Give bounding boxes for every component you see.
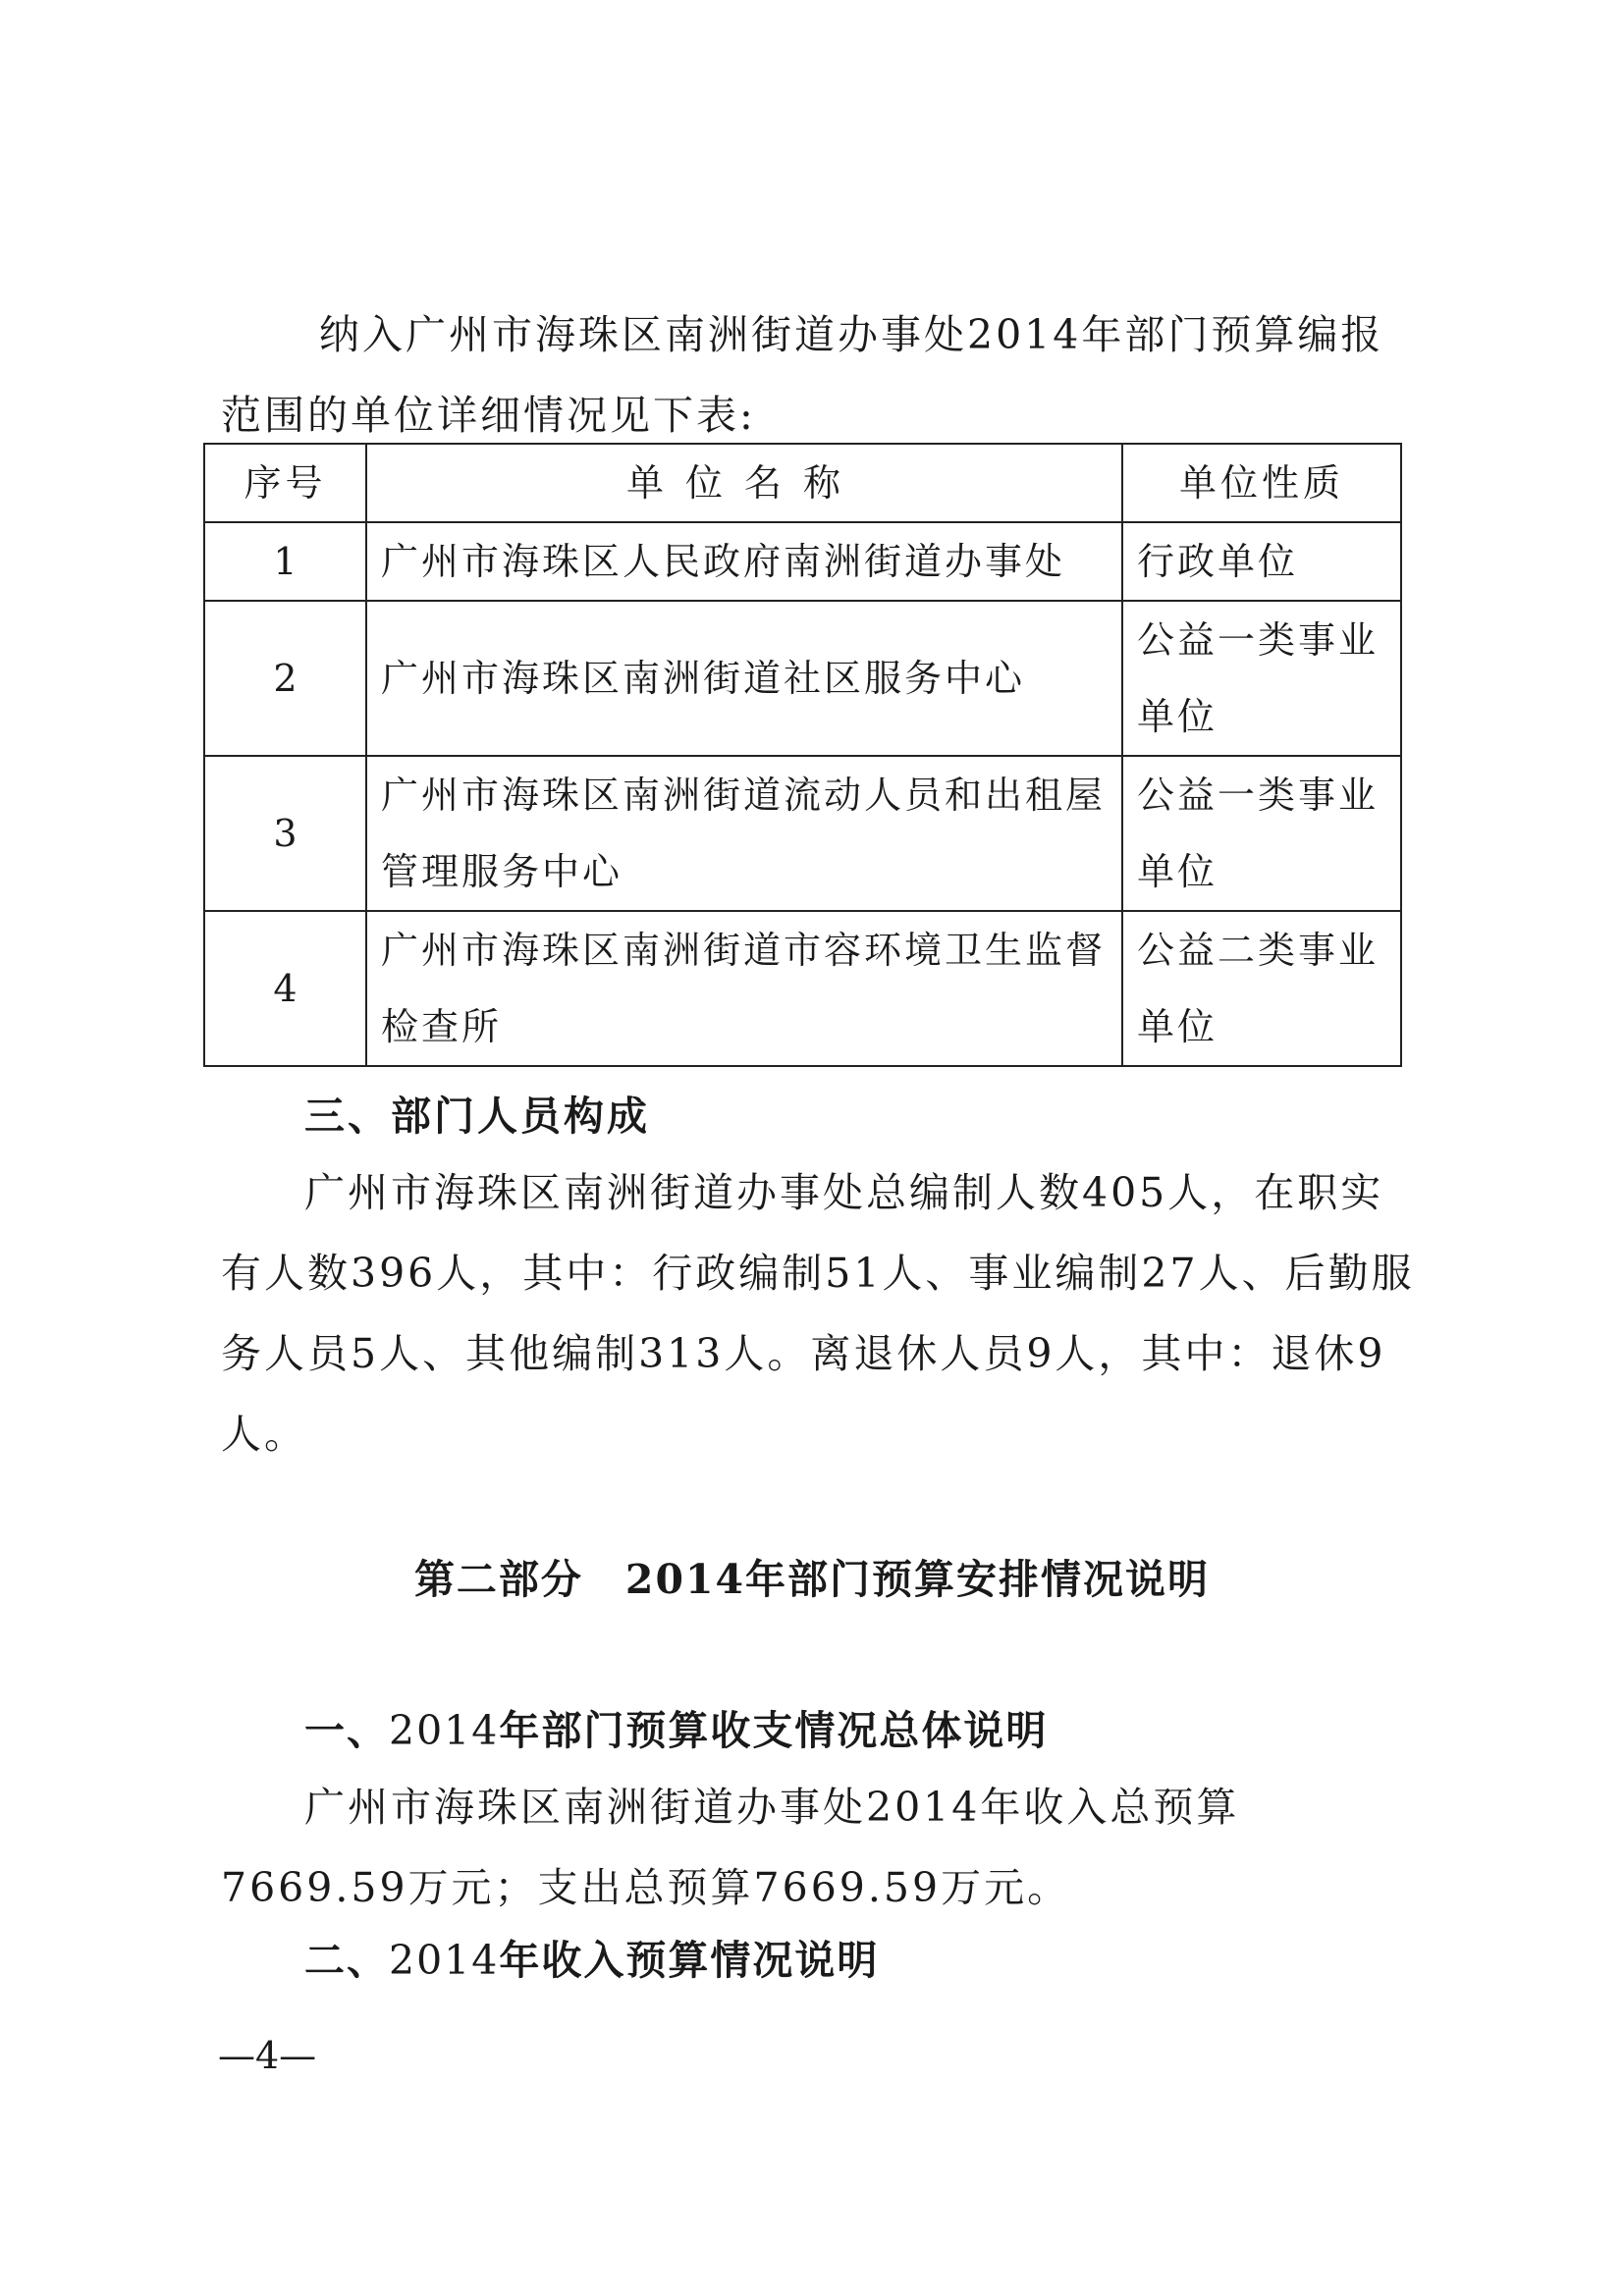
row-num: 4 bbox=[204, 911, 366, 1066]
table-row bbox=[204, 911, 1401, 1066]
row-name: 广州市海珠区南洲街道市容环境卫生监督检查所 bbox=[366, 911, 1122, 1066]
row-name: 广州市海珠区人民政府南洲街道办事处 bbox=[366, 522, 1122, 601]
row-name: 广州市海珠区南洲街道流动人员和出租屋管理服务中心 bbox=[366, 756, 1122, 911]
row-num: 3 bbox=[204, 756, 366, 911]
row-num: 1 bbox=[204, 522, 366, 601]
header-num: 序号 bbox=[204, 444, 366, 522]
budget-paragraph: 广州市海珠区南洲街道办事处2014年收入总预算7669.59万元；支出总预算7669.59万元。 bbox=[221, 1784, 1240, 1911]
section3-heading: 三、部门人员构成 bbox=[304, 1093, 650, 1140]
staff-paragraph: 广州市海珠区南洲街道办事处总编制人数405人，在职实有人数396人，其中：行政编制51人、事业编制27人、后勤服务人员5人、其他编制313人。离退休人员9人，其中：退休9人。 bbox=[221, 1169, 1415, 1458]
part2-title: 第二部分 2014年部门预算安排情况说明 bbox=[413, 1556, 1211, 1603]
row-name: 广州市海珠区南洲街道社区服务中心 bbox=[366, 601, 1122, 756]
header-name: 单位名称 bbox=[366, 444, 1122, 522]
table-row bbox=[204, 756, 1401, 911]
page-number: —4— bbox=[218, 2034, 317, 2077]
section1-rest: 年部门预算收支情况总体说明 bbox=[499, 1707, 1049, 1754]
section2-heading bbox=[304, 1920, 879, 2001]
section1-prefix: 一、 bbox=[304, 1707, 389, 1754]
row-kind: 公益一类事业单位 bbox=[1122, 601, 1401, 756]
section2-prefix: 二、 bbox=[304, 1937, 389, 1984]
section1-year: 2014 bbox=[389, 1707, 500, 1754]
row-kind: 公益一类事业单位 bbox=[1122, 756, 1401, 911]
units-table bbox=[203, 443, 1402, 1067]
row-kind: 公益二类事业单位 bbox=[1122, 911, 1401, 1066]
section1-heading bbox=[304, 1690, 1048, 1771]
row-kind: 行政单位 bbox=[1122, 522, 1401, 601]
section2-year: 2014 bbox=[389, 1937, 500, 1984]
section2-rest: 年收入预算情况说明 bbox=[499, 1937, 880, 1984]
table-header-row bbox=[204, 444, 1401, 522]
intro-paragraph: 纳入广州市海珠区南洲街道办事处2014年部门预算编报范围的单位详细情况见下表: bbox=[221, 311, 1384, 439]
table-row bbox=[204, 601, 1401, 756]
header-kind: 单位性质 bbox=[1122, 444, 1401, 522]
row-num: 2 bbox=[204, 601, 366, 756]
table-row bbox=[204, 522, 1401, 601]
